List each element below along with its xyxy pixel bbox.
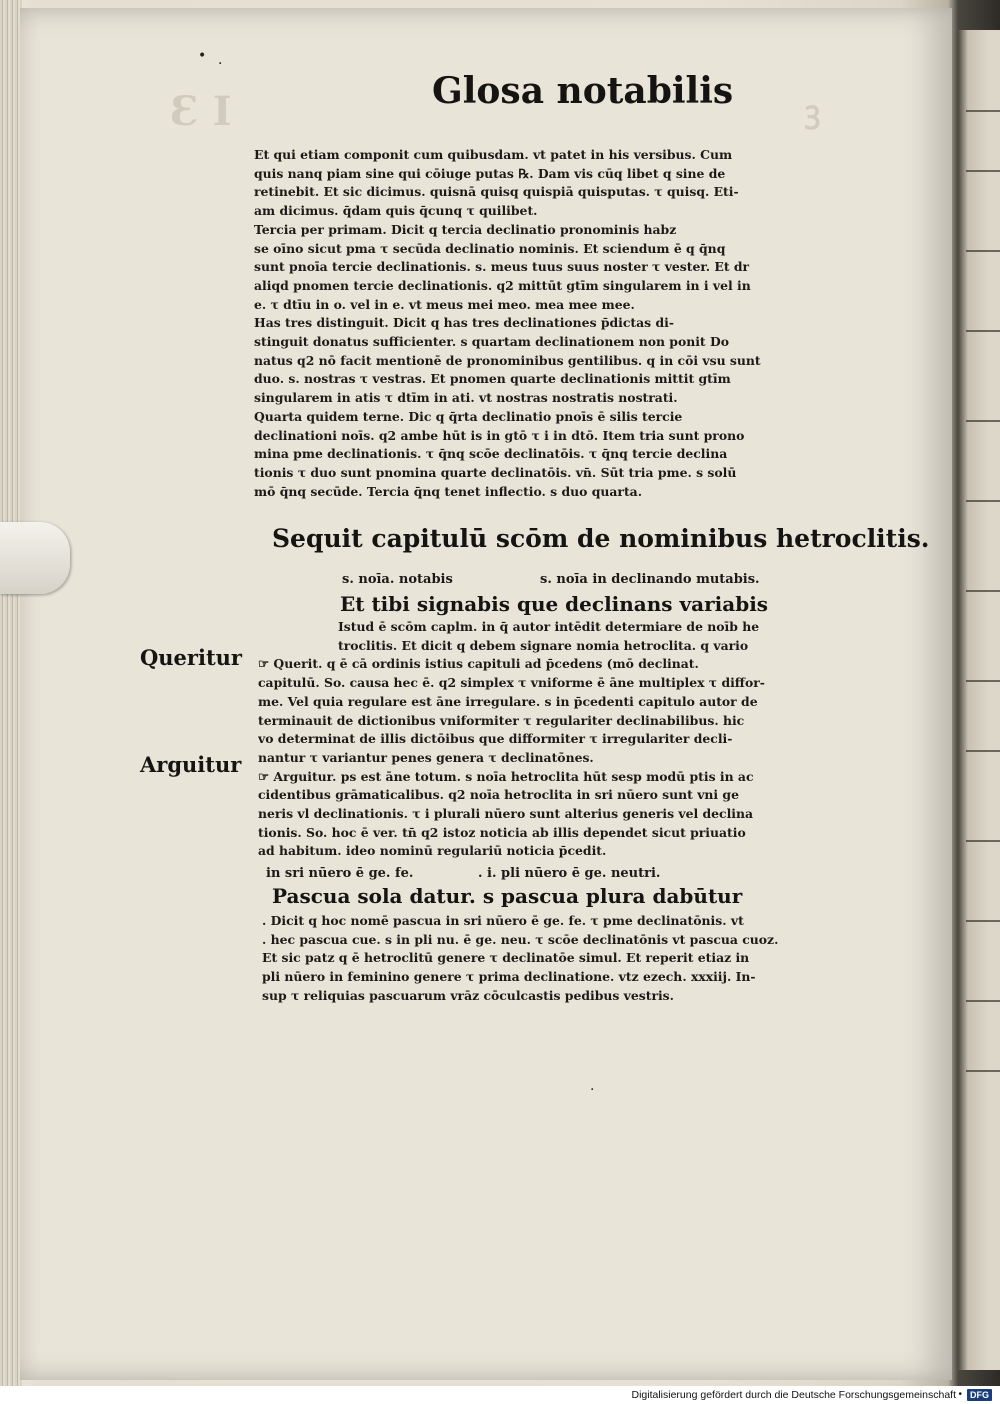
- text-line: mina pme declinationis. τ q̄nq scōe declinatōis. τ q̄nq tercie declina: [254, 446, 728, 462]
- text-line: Et sic patz q ē hetroclitū genere τ declinatōe simul. Et reperit etiaz in: [262, 950, 750, 966]
- text-line: vo determinat de illis dictōibus que difformiter τ irregulariter decli-: [258, 731, 733, 747]
- ink-speck: ·: [218, 56, 223, 72]
- chapter-heading: Sequit capitulū scōm de nominibus hetroclitis.: [272, 524, 930, 553]
- page-title: Glosa notabilis: [432, 70, 734, 112]
- commentary-block-middle: [258, 618, 848, 861]
- text-line: neris vl declinationis. τ i plurali nūero sunt alterius generis vel declina: [258, 806, 754, 822]
- verse-line: Pascua sola datur. s pascua plura dabūtur: [272, 884, 743, 908]
- text-line: retinebit. Et sic dicimus. quisnā quisq quispiā quisputas. τ quisq. Eti-: [254, 184, 739, 200]
- text-line: sup τ reliquias pascuarum vrāz cōculcastis pedibus vestris.: [262, 987, 674, 1003]
- text-line: me. Vel quia regulare est āne irregulare. s in p̄cedenti capitulo autor de: [258, 693, 758, 709]
- page-edges: [0, 0, 22, 1386]
- text-line: capitulū. So. causa hec ē. q2 simplex τ vniforme ē āne multiplex τ diffor-: [258, 675, 765, 691]
- text-line: sunt pnoīa tercie declinationis. s. meus tuus suus noster τ vester. Et dr: [254, 259, 750, 275]
- text-line: ☞ Querit. q ē cā ordinis istius capituli ad p̄cedens (mō declinat.: [258, 656, 699, 672]
- text-line: Tercia per primam. Dicit q tercia declinatio pronominis habz: [254, 221, 677, 237]
- interlinear-gloss: s. noīa in declinando mutabis.: [540, 572, 760, 587]
- text-line: e. τ dtīu in o. vel in e. vt meus mei meo. mea mee mee.: [254, 296, 635, 312]
- commentary-block-top: [254, 146, 850, 501]
- text-line: pli nūero in feminino genere τ prima declinatione. vtz ezech. xxxiij. In-: [262, 969, 756, 985]
- text-line: declinationi noīs. q2 ambe hūt is in gtō τ i in dtō. Item tria sunt prono: [254, 427, 745, 443]
- text-line: terminauit de dictionibus vniformiter τ regulariter declinabilibus. hic: [258, 712, 745, 728]
- text-line: tionis. So. hoc ē ver. tn̄ q2 istoz noticia ab illis dependet sicut priuatio: [258, 824, 746, 840]
- show-through-ghost-text: ꝫ: [805, 95, 821, 130]
- text-line: se oīno sicut pma τ secūda declinatio nominis. Et sciendum ē q q̄nq: [254, 240, 726, 256]
- verse-line: Et tibi signabis que declinans variabis: [340, 592, 769, 616]
- text-line: nantur τ variantur penes genera τ declinatōnes.: [258, 749, 594, 765]
- text-line: . hec pascua cue. s in pli nu. ē ge. neu. τ scōe declinatōnis vt pascua cuoz.: [262, 931, 779, 947]
- text-line: Has tres distinguit. Dicit q has tres declinationes p̄dictas di-: [254, 315, 674, 331]
- text-line: . Dicit q hoc nomē pascua in sri nūero ē ge. fe. τ pme declinatōnis. vt: [262, 913, 744, 928]
- footer-separator: •: [958, 1389, 962, 1400]
- text-line: mō q̄nq secūde. Tercia q̄nq tenet inflectio. s duo quarta.: [254, 483, 643, 499]
- text-line: Istud ē scōm caplm. in q̄ autor intēdit determiare de noīb he: [338, 619, 760, 634]
- text-line: ad habitum. ideo nominū regulariū noticia p̄cedit.: [258, 843, 607, 859]
- text-line: tionis τ duo sunt pnomina quarte declinatōis. vn̄. Sūt tria pme. s solū: [254, 464, 737, 480]
- text-line: cidentibus grāmaticalibus. q2 noīa hetroclita in sri nūero sunt vni ge: [258, 787, 739, 803]
- margin-label-queritur: Queritur: [140, 645, 242, 670]
- text-line: troclitis. Et dicit q debem signare nomia hetroclita. q vario: [338, 637, 749, 653]
- interlinear-gloss: in sri nūero ē ge. fe.: [266, 866, 414, 881]
- text-line: aliqd pnomen tercie declinationis. q2 mittūt gtīm singularem in i vel in: [254, 277, 751, 293]
- show-through-ghost-text: Ɛ I: [170, 88, 232, 135]
- commentary-block-bottom: [262, 912, 848, 1006]
- text-line: duo. s. nostras τ vestras. Et pnomen quarte declinationis mittit gtīm: [254, 371, 731, 387]
- ink-speck: •: [198, 48, 207, 64]
- text-line: singularem in atis τ dtīm in ati. vt nostras nostratis nostrati.: [254, 390, 678, 406]
- ink-speck: ·: [590, 1082, 595, 1098]
- footer-credit: Digitalisierung gefördert durch die Deutsche Forschungsgemeinschaft: [631, 1389, 956, 1401]
- interlinear-gloss: . i. pli nūero ē ge. neutri.: [478, 866, 661, 881]
- text-line: Et qui etiam componit cum quibusdam. vt patet in his versibus. Cum: [254, 147, 733, 162]
- dfg-logo: DFG: [967, 1389, 992, 1401]
- page-clip: [0, 522, 70, 594]
- text-line: Quarta quidem terne. Dic q q̄rta declinatio pnoīs ē silis tercie: [254, 408, 683, 424]
- text-line: quis nanq piam sine qui cōiuge putas ℞. Dam vis cūq libet q sine de: [254, 165, 726, 181]
- adjacent-page-edge: [958, 30, 1000, 1370]
- text-line: ☞ Arguitur. ps est āne totum. s noīa hetroclita hūt sesp modū ptis in ac: [258, 768, 754, 784]
- text-line: natus q2 nō facit mentionē de pronominibus gentilibus. q in cōi vsu sunt: [254, 352, 761, 368]
- text-line: stinguit donatus sufficienter. s quartam declinationem non ponit Do: [254, 334, 729, 350]
- interlinear-gloss: s. noīa. notabis: [342, 572, 453, 587]
- text-line: am dicimus. q̄dam quis q̄cunq τ quilibet.: [254, 203, 538, 219]
- margin-label-arguitur: Arguitur: [140, 752, 242, 777]
